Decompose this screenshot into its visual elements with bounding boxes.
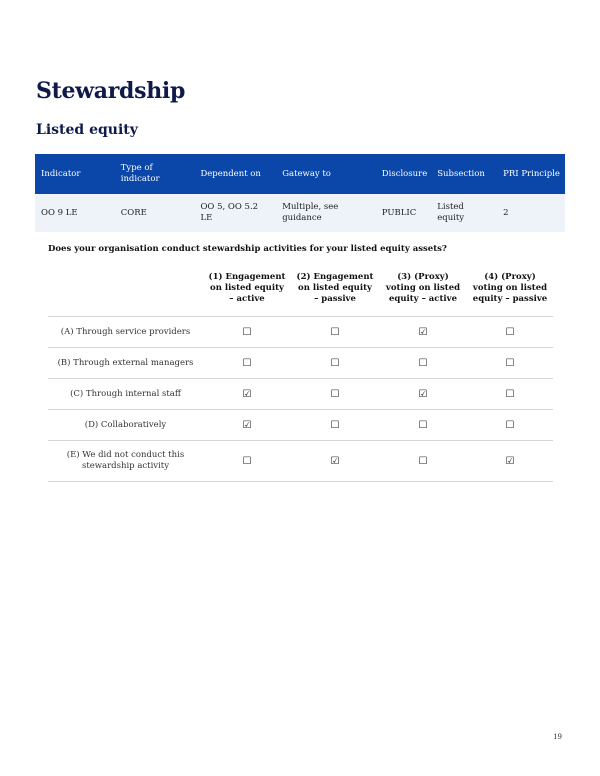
- response-cell: [203, 379, 291, 410]
- unchecked-checkbox-icon[interactable]: ☐: [330, 357, 340, 369]
- meta-gateway-to-value: Multiple, see guidance: [276, 194, 376, 232]
- unchecked-checkbox-icon[interactable]: ☐: [242, 357, 252, 369]
- response-cell: [291, 379, 379, 410]
- response-cell: [379, 410, 467, 441]
- meta-indicator-value: OO 9 LE: [35, 194, 115, 232]
- response-header-row: [48, 270, 553, 317]
- response-cell: [467, 410, 553, 441]
- response-row-label: (A) Through service providers: [48, 317, 203, 348]
- meta-header-disclosure: Disclosure: [376, 154, 431, 194]
- indicator-meta-table: [35, 154, 565, 232]
- response-cell: [291, 441, 379, 482]
- checked-checkbox-icon[interactable]: ☑: [242, 388, 252, 400]
- response-row-label: (C) Through internal staff: [48, 379, 203, 410]
- page-number: 19: [553, 733, 562, 741]
- unchecked-checkbox-icon[interactable]: ☐: [505, 388, 515, 400]
- unchecked-checkbox-icon[interactable]: ☐: [505, 326, 515, 338]
- meta-header-indicator: Indicator: [35, 154, 115, 194]
- checked-checkbox-icon[interactable]: ☑: [330, 455, 340, 467]
- response-row: [48, 410, 553, 441]
- meta-header-gateway-to: Gateway to: [276, 154, 376, 194]
- response-cell: [203, 441, 291, 482]
- column-header-engagement-active: (1) Engagement on listed equity – active: [208, 272, 286, 304]
- meta-type-value: CORE: [115, 194, 195, 232]
- meta-header-pri-principle: PRI Principle: [497, 154, 565, 194]
- unchecked-checkbox-icon[interactable]: ☐: [330, 388, 340, 400]
- meta-header-type: Type of indicator: [115, 154, 195, 194]
- checked-checkbox-icon[interactable]: ☑: [242, 419, 252, 431]
- meta-disclosure-value: PUBLIC: [376, 194, 431, 232]
- response-cell: [291, 348, 379, 379]
- response-cell: [379, 441, 467, 482]
- meta-dependent-on-value: OO 5, OO 5.2 LE: [194, 194, 276, 232]
- meta-header-row: [35, 154, 565, 194]
- response-cell: [379, 317, 467, 348]
- question-text: Does your organisation conduct stewardship activities for your listed equity assets?: [48, 244, 447, 254]
- meta-value-row: [35, 194, 565, 232]
- response-row-label: (E) We did not conduct this stewardship activity: [48, 441, 203, 482]
- response-row: [48, 441, 553, 482]
- response-cell: [467, 441, 553, 482]
- unchecked-checkbox-icon[interactable]: ☐: [418, 357, 428, 369]
- page-title: Stewardship: [36, 78, 186, 104]
- meta-header-dependent-on: Dependent on: [194, 154, 276, 194]
- unchecked-checkbox-icon[interactable]: ☐: [242, 455, 252, 467]
- response-cell: [467, 348, 553, 379]
- response-cell: [203, 348, 291, 379]
- response-cell: [291, 410, 379, 441]
- response-row-label: (B) Through external managers: [48, 348, 203, 379]
- response-row: [48, 379, 553, 410]
- column-header-voting-passive: (4) (Proxy) voting on listed equity – passive: [472, 272, 548, 304]
- unchecked-checkbox-icon[interactable]: ☐: [330, 419, 340, 431]
- response-cell: [203, 410, 291, 441]
- checked-checkbox-icon[interactable]: ☑: [418, 326, 428, 338]
- response-cell: [379, 348, 467, 379]
- column-header-engagement-passive: (2) Engagement on listed equity – passive: [296, 272, 374, 304]
- unchecked-checkbox-icon[interactable]: ☐: [418, 455, 428, 467]
- column-header-voting-active: (3) (Proxy) voting on listed equity – active: [385, 272, 461, 304]
- response-row: [48, 348, 553, 379]
- checked-checkbox-icon[interactable]: ☑: [505, 455, 515, 467]
- response-row: [48, 317, 553, 348]
- unchecked-checkbox-icon[interactable]: ☐: [505, 357, 515, 369]
- meta-subsection-value: Listed equity: [431, 194, 497, 232]
- response-header-blank: [48, 270, 203, 317]
- meta-header-subsection: Subsection: [431, 154, 497, 194]
- response-table: [48, 270, 553, 482]
- unchecked-checkbox-icon[interactable]: ☐: [330, 326, 340, 338]
- checked-checkbox-icon[interactable]: ☑: [418, 388, 428, 400]
- response-cell: [291, 317, 379, 348]
- section-title: Listed equity: [36, 122, 138, 138]
- unchecked-checkbox-icon[interactable]: ☐: [242, 326, 252, 338]
- response-cell: [467, 317, 553, 348]
- response-cell: [379, 379, 467, 410]
- response-cell: [203, 317, 291, 348]
- response-row-label: (D) Collaboratively: [48, 410, 203, 441]
- response-cell: [467, 379, 553, 410]
- unchecked-checkbox-icon[interactable]: ☐: [505, 419, 515, 431]
- meta-pri-principle-value: 2: [497, 194, 565, 232]
- unchecked-checkbox-icon[interactable]: ☐: [418, 419, 428, 431]
